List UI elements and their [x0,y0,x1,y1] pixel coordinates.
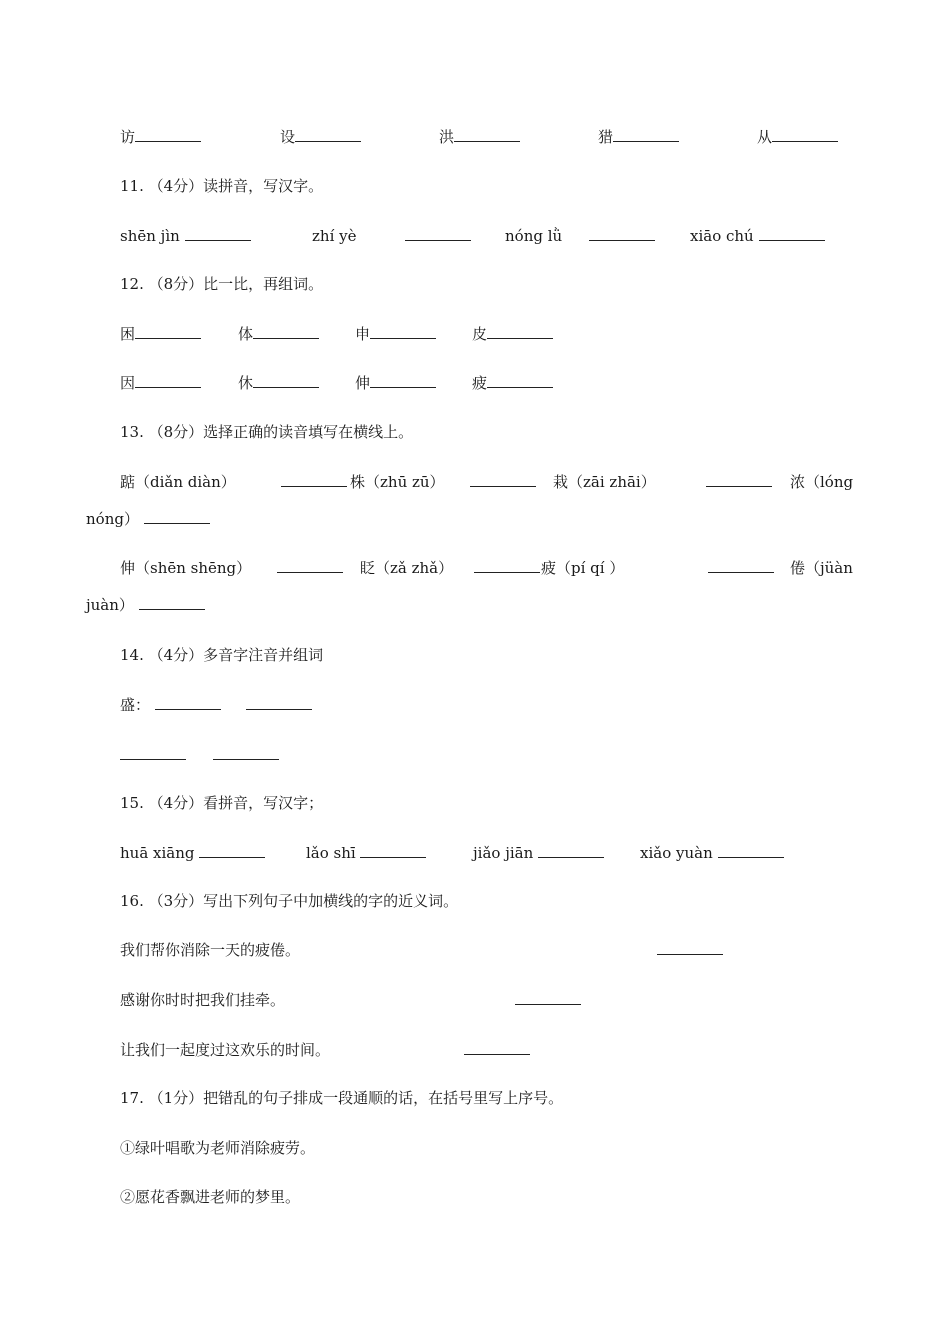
answer-blank[interactable] [139,595,205,610]
question-title: 13. （8分）选择正确的读音填写在横线上。 [120,423,414,441]
answer-blank[interactable] [515,990,581,1010]
char-item [472,324,553,344]
char-item [355,324,436,344]
answer-blank[interactable] [120,745,186,765]
reading-label: 浓（lóng [790,473,854,491]
answer-blank[interactable] [538,843,604,858]
char-label: 体 [238,325,254,343]
answer-blank[interactable] [213,745,279,765]
char-label: 伸 [355,374,371,392]
char-label: 疲 [472,374,488,392]
answer-blank[interactable] [470,472,536,492]
question-title: 14. （4分）多音字注音并组词 [120,646,324,664]
answer-blank[interactable] [464,1040,530,1060]
pinyin-item [690,226,825,246]
char-label: 洪 [439,128,455,146]
reading-item [360,558,453,578]
answer-blank[interactable] [706,472,772,492]
pinyin-item [120,226,251,246]
char-item [598,127,679,147]
char-item [439,127,520,147]
reading-label: 株（zhū zū） [350,473,445,491]
char-label: 设 [280,128,296,146]
reading-item [120,558,251,578]
reading-item [86,595,205,615]
polyphone-row [0,745,950,765]
pinyin-item [505,226,562,246]
char-item [120,127,201,147]
sentence-item: ②愿花香飘进老师的梦里。 [120,1188,301,1206]
answer-blank[interactable] [370,324,436,339]
answer-blank[interactable] [295,127,361,142]
reading-label: 栽（zāi zhāi） [553,473,656,491]
reading-row [0,472,950,492]
compare-row [0,324,950,344]
reading-row [0,595,950,615]
reading-row [0,558,950,578]
answer-blank[interactable] [253,373,319,388]
pinyin-label: zhí yè [312,227,357,245]
pinyin-row [0,226,950,246]
answer-blank[interactable] [155,695,221,715]
word-row [0,127,950,147]
pinyin-item [473,843,604,863]
question-title: 11. （4分）读拼音，写汉字。 [120,177,324,195]
reading-item [790,472,853,492]
reading-label: 伸（shēn shēng） [120,559,252,577]
sentence-text: 感谢你时时把我们挂牵。 [120,991,286,1009]
char-label: 困 [120,325,136,343]
char-label: 猎 [598,128,614,146]
pinyin-label: nóng lǜ [505,227,563,245]
reading-label: 踮（diǎn diàn） [120,473,236,491]
pinyin-row [0,843,950,863]
answer-blank[interactable] [135,373,201,388]
sentence-row [0,990,950,1010]
answer-blank[interactable] [454,127,520,142]
pinyin-item [640,843,784,863]
polyphone-label: 盛： [120,696,151,714]
pinyin-label: xiǎo yuàn [640,844,713,862]
answer-blank[interactable] [277,558,343,578]
answer-blank[interactable] [487,324,553,339]
sentence-item: ①绿叶唱歌为老师消除疲劳。 [120,1139,316,1157]
answer-blank[interactable] [199,843,265,858]
answer-blank[interactable] [589,226,655,246]
reading-item [553,472,656,492]
question-title: 17. （1分）把错乱的句子排成一段通顺的话，在括号里写上序号。 [120,1089,564,1107]
reading-row [0,509,950,529]
answer-blank[interactable] [281,472,347,492]
char-label: 因 [120,374,136,392]
polyphone-row [0,695,950,715]
answer-blank[interactable] [360,843,426,858]
answer-blank[interactable] [246,695,312,715]
reading-label: nóng） [86,510,139,528]
answer-blank[interactable] [474,558,540,578]
pinyin-label: xiāo chú [690,227,754,245]
pinyin-label: jiǎo jiān [473,844,534,862]
answer-blank[interactable] [487,373,553,388]
question-title: 16. （3分）写出下列句子中加横线的字的近义词。 [120,892,459,910]
char-label: 皮 [472,325,488,343]
answer-blank[interactable] [144,509,210,524]
question-title: 15. （4分）看拼音，写汉字； [120,794,324,812]
pinyin-label: huā xiāng [120,844,195,862]
compare-row [0,373,950,393]
answer-blank[interactable] [135,127,201,142]
pinyin-item [306,843,426,863]
char-label: 休 [238,374,254,392]
answer-blank[interactable] [613,127,679,142]
reading-label: 倦（jüàn [790,559,853,577]
sentence-text: 让我们一起度过这欢乐的时间。 [120,1041,331,1059]
answer-blank[interactable] [772,127,838,142]
pinyin-item [120,843,265,863]
answer-blank[interactable] [253,324,319,339]
char-label: 访 [120,128,136,146]
char-item [120,373,201,393]
answer-blank[interactable] [185,226,251,241]
reading-label: 眨（zǎ zhǎ） [360,559,454,577]
reading-item [541,558,624,578]
char-item [355,373,436,393]
reading-item [86,509,210,529]
pinyin-label: lǎo shī [306,844,356,862]
char-item [120,324,201,344]
reading-item [790,558,853,578]
char-item [280,127,361,147]
answer-blank[interactable] [405,226,471,246]
sentence-row [0,940,950,960]
pinyin-item [312,226,356,246]
char-item [757,127,838,147]
sentence-row [0,1040,950,1060]
answer-blank[interactable] [370,373,436,388]
answer-blank[interactable] [657,940,723,960]
reading-label: juàn） [86,596,134,614]
answer-blank[interactable] [718,843,784,858]
answer-blank[interactable] [135,324,201,339]
answer-blank[interactable] [759,226,825,241]
char-item [472,373,553,393]
char-label: 从 [757,128,773,146]
question-title: 12. （8分）比一比，再组词。 [120,275,324,293]
answer-blank[interactable] [708,558,774,578]
sentence-text: 我们帮你消除一天的疲倦。 [120,941,301,959]
reading-item [120,472,236,492]
char-item [238,324,319,344]
char-item [238,373,319,393]
pinyin-label: shēn jìn [120,227,180,245]
char-label: 申 [355,325,371,343]
reading-item [350,472,445,492]
reading-label: 疲（pí qí ） [541,559,625,577]
